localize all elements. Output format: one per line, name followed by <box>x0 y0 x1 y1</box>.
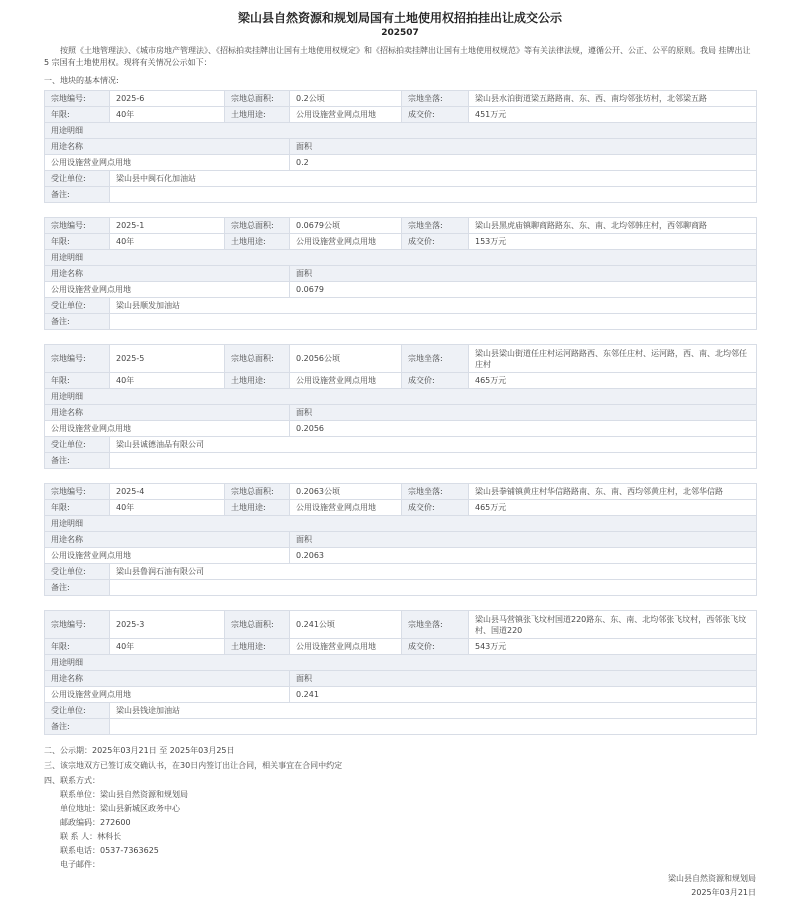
section-basic-info: 一、地块的基本情况: <box>44 76 119 85</box>
parcel-area-label: 宗地总面积: <box>225 611 290 639</box>
use-name-header: 用途名称 <box>45 532 290 548</box>
area-header: 面积 <box>290 139 757 155</box>
use-name-header: 用途名称 <box>45 266 290 282</box>
section-contact-title: 四、联系方式： <box>44 776 100 785</box>
parcel-location-label: 宗地坐落: <box>402 611 469 639</box>
buyer-label: 受让单位: <box>45 437 110 453</box>
parcel-row-buyer <box>45 703 757 719</box>
parcel-row-use-detail <box>45 250 757 266</box>
contact-unit: 联系单位：梁山县自然资源和规划局 <box>60 790 188 799</box>
parcel-no-label: 宗地编号: <box>45 611 110 639</box>
parcel-row-main <box>45 345 757 373</box>
parcel-use-value: 公用设施营业网点用地 <box>290 107 402 123</box>
parcel-price-value: 153万元 <box>469 234 757 250</box>
parcel-location-value: 梁山县梁山街道任庄村运河路路西、东邻任庄村、运河路，西、南、北均邻任庄村 <box>469 345 757 373</box>
parcel-term-label: 年限: <box>45 107 110 123</box>
remark-label: 备注: <box>45 314 110 330</box>
remark-value <box>110 580 757 596</box>
parcel-row-use-detail <box>45 123 757 139</box>
parcel-term-label: 年限: <box>45 500 110 516</box>
use-detail-heading: 用途明细 <box>45 516 757 532</box>
parcel-area-label: 宗地总面积: <box>225 484 290 500</box>
parcel-table <box>44 90 757 203</box>
parcel-row-buyer <box>45 171 757 187</box>
use-name-header: 用途名称 <box>45 139 290 155</box>
parcel-use-value: 公用设施营业网点用地 <box>290 373 402 389</box>
parcel-no-value: 2025-4 <box>110 484 225 500</box>
parcel-table <box>44 217 757 330</box>
parcel-row-term <box>45 500 757 516</box>
parcel-row-detail <box>45 548 757 564</box>
section-publicity-period: 二、公示期：2025年03月21日 至 2025年03月25日 <box>44 746 235 755</box>
parcel-row-buyer <box>45 298 757 314</box>
parcel-no-label: 宗地编号: <box>45 218 110 234</box>
parcel-row-term <box>45 639 757 655</box>
remark-label: 备注: <box>45 580 110 596</box>
parcel-price-label: 成交价: <box>402 500 469 516</box>
parcel-area-label: 宗地总面积: <box>225 345 290 373</box>
parcel-row-remark <box>45 719 757 735</box>
parcel-no-label: 宗地编号: <box>45 91 110 107</box>
parcel-row-detail-header <box>45 139 757 155</box>
parcel-row-main <box>45 218 757 234</box>
detail-use-name: 公用设施营业网点用地 <box>45 282 290 298</box>
parcel-no-label: 宗地编号: <box>45 484 110 500</box>
parcel-use-value: 公用设施营业网点用地 <box>290 234 402 250</box>
area-header: 面积 <box>290 405 757 421</box>
parcel-row-remark <box>45 453 757 469</box>
parcel-use-label: 土地用途: <box>225 639 290 655</box>
parcel-price-label: 成交价: <box>402 373 469 389</box>
area-header: 面积 <box>290 532 757 548</box>
parcel-term-value: 40年 <box>110 107 225 123</box>
parcel-term-value: 40年 <box>110 234 225 250</box>
parcel-row-detail <box>45 421 757 437</box>
parcel-row-buyer <box>45 437 757 453</box>
parcel-area-value: 0.0679公顷 <box>290 218 402 234</box>
use-detail-heading: 用途明细 <box>45 389 757 405</box>
contact-person: 联 系 人：林科长 <box>60 832 122 841</box>
use-detail-heading: 用途明细 <box>45 250 757 266</box>
parcel-use-label: 土地用途: <box>225 107 290 123</box>
parcel-no-value: 2025-1 <box>110 218 225 234</box>
parcel-row-detail <box>45 282 757 298</box>
parcel-location-label: 宗地坐落: <box>402 218 469 234</box>
remark-label: 备注: <box>45 187 110 203</box>
parcel-location-value: 梁山县水泊街道梁五路路南、东、西、南均邻张坊村，北邻梁五路 <box>469 91 757 107</box>
parcel-row-remark <box>45 314 757 330</box>
parcel-use-label: 土地用途: <box>225 234 290 250</box>
area-header: 面积 <box>290 671 757 687</box>
remark-value <box>110 453 757 469</box>
contact-postcode: 邮政编码：272600 <box>60 818 131 827</box>
parcel-term-value: 40年 <box>110 500 225 516</box>
parcel-row-term <box>45 373 757 389</box>
parcel-term-value: 40年 <box>110 639 225 655</box>
detail-area: 0.0679 <box>290 282 757 298</box>
use-detail-heading: 用途明细 <box>45 123 757 139</box>
parcel-row-detail <box>45 155 757 171</box>
buyer-value: 梁山县诚德油品有限公司 <box>110 437 757 453</box>
parcel-no-value: 2025-6 <box>110 91 225 107</box>
parcel-location-label: 宗地坐落: <box>402 345 469 373</box>
parcel-no-value: 2025-3 <box>110 611 225 639</box>
parcel-row-detail-header <box>45 266 757 282</box>
parcel-row-buyer <box>45 564 757 580</box>
parcel-row-main <box>45 484 757 500</box>
parcel-term-label: 年限: <box>45 639 110 655</box>
parcel-no-label: 宗地编号: <box>45 345 110 373</box>
parcel-row-detail <box>45 687 757 703</box>
parcel-use-value: 公用设施营业网点用地 <box>290 500 402 516</box>
signature-date: 2025年03月21日 <box>691 888 756 897</box>
parcel-area-value: 0.241公顷 <box>290 611 402 639</box>
remark-label: 备注: <box>45 453 110 469</box>
detail-use-name: 公用设施营业网点用地 <box>45 548 290 564</box>
buyer-label: 受让单位: <box>45 703 110 719</box>
detail-use-name: 公用设施营业网点用地 <box>45 687 290 703</box>
detail-area: 0.2063 <box>290 548 757 564</box>
parcel-price-label: 成交价: <box>402 639 469 655</box>
parcel-no-value: 2025-5 <box>110 345 225 373</box>
parcel-row-term <box>45 234 757 250</box>
buyer-value: 梁山县中闽石化加油站 <box>110 171 757 187</box>
parcel-table <box>44 610 757 735</box>
buyer-label: 受让单位: <box>45 298 110 314</box>
parcel-area-value: 0.2公顷 <box>290 91 402 107</box>
parcel-row-main <box>45 611 757 639</box>
area-header: 面积 <box>290 266 757 282</box>
parcel-price-label: 成交价: <box>402 234 469 250</box>
contact-email: 电子邮件： <box>60 860 100 869</box>
parcel-use-value: 公用设施营业网点用地 <box>290 639 402 655</box>
detail-area: 0.2056 <box>290 421 757 437</box>
parcel-row-use-detail <box>45 655 757 671</box>
buyer-label: 受让单位: <box>45 171 110 187</box>
page-title: 梁山县自然资源和规划局国有土地使用权招拍挂出让成交公示 <box>237 11 562 25</box>
parcel-location-label: 宗地坐落: <box>402 91 469 107</box>
parcel-row-remark <box>45 187 757 203</box>
parcel-use-label: 土地用途: <box>225 373 290 389</box>
parcel-price-value: 465万元 <box>469 500 757 516</box>
parcel-location-value: 梁山县马营镇张飞坟村国道220路东、东、南、北均邻张飞坟村，西邻张飞坟村、国道220 <box>469 611 757 639</box>
parcel-price-value: 451万元 <box>469 107 757 123</box>
parcel-price-value: 465万元 <box>469 373 757 389</box>
parcel-location-value: 梁山县拳铺镇黄庄村华信路路南、东、南、西均邻黄庄村，北邻华信路 <box>469 484 757 500</box>
signature-org: 梁山县自然资源和规划局 <box>668 874 756 883</box>
buyer-label: 受让单位: <box>45 564 110 580</box>
intro-paragraph: 按照《土地管理法》、《城市房地产管理法》、《招标拍卖挂牌出让国有土地使用权规定》和《招标拍卖挂牌出让国有土地使用权规范》等有关法律法规，遵循公开、公正、公平的原则。我局 挂牌出让 5 宗国有土地使用权。现将有关情况公示如下： <box>44 46 751 67</box>
parcel-row-main <box>45 91 757 107</box>
parcel-area-label: 宗地总面积: <box>225 218 290 234</box>
parcel-term-label: 年限: <box>45 373 110 389</box>
parcel-price-value: 543万元 <box>469 639 757 655</box>
contact-phone: 联系电话：0537-7363625 <box>60 846 159 855</box>
parcel-area-value: 0.2056公顷 <box>290 345 402 373</box>
use-detail-heading: 用途明细 <box>45 655 757 671</box>
remark-value <box>110 314 757 330</box>
buyer-value: 梁山县鲁润石油有限公司 <box>110 564 757 580</box>
contact-address: 单位地址：梁山县新城区政务中心 <box>60 804 180 813</box>
use-name-header: 用途名称 <box>45 671 290 687</box>
parcel-area-value: 0.2063公顷 <box>290 484 402 500</box>
parcel-table <box>44 344 757 469</box>
parcel-use-label: 土地用途: <box>225 500 290 516</box>
buyer-value: 梁山县钱途加油站 <box>110 703 757 719</box>
parcel-area-label: 宗地总面积: <box>225 91 290 107</box>
parcel-row-term <box>45 107 757 123</box>
parcel-row-use-detail <box>45 516 757 532</box>
remark-label: 备注: <box>45 719 110 735</box>
use-name-header: 用途名称 <box>45 405 290 421</box>
page-subtitle: 202507 <box>381 28 419 38</box>
parcel-term-label: 年限: <box>45 234 110 250</box>
parcel-row-detail-header <box>45 532 757 548</box>
detail-area: 0.2 <box>290 155 757 171</box>
section-contract-note: 三、该宗地双方已签订成交确认书，在30日内签订出让合同，相关事宜在合同中约定 <box>44 761 343 770</box>
detail-area: 0.241 <box>290 687 757 703</box>
parcel-price-label: 成交价: <box>402 107 469 123</box>
buyer-value: 梁山县顺发加油站 <box>110 298 757 314</box>
parcel-row-remark <box>45 580 757 596</box>
parcel-table <box>44 483 757 596</box>
parcel-row-detail-header <box>45 405 757 421</box>
parcel-location-label: 宗地坐落: <box>402 484 469 500</box>
remark-value <box>110 187 757 203</box>
detail-use-name: 公用设施营业网点用地 <box>45 421 290 437</box>
parcel-row-use-detail <box>45 389 757 405</box>
parcel-row-detail-header <box>45 671 757 687</box>
parcel-location-value: 梁山县黑虎庙镇聊商路路东、东、南、北均邻韩庄村，西邻聊商路 <box>469 218 757 234</box>
parcel-term-value: 40年 <box>110 373 225 389</box>
remark-value <box>110 719 757 735</box>
detail-use-name: 公用设施营业网点用地 <box>45 155 290 171</box>
